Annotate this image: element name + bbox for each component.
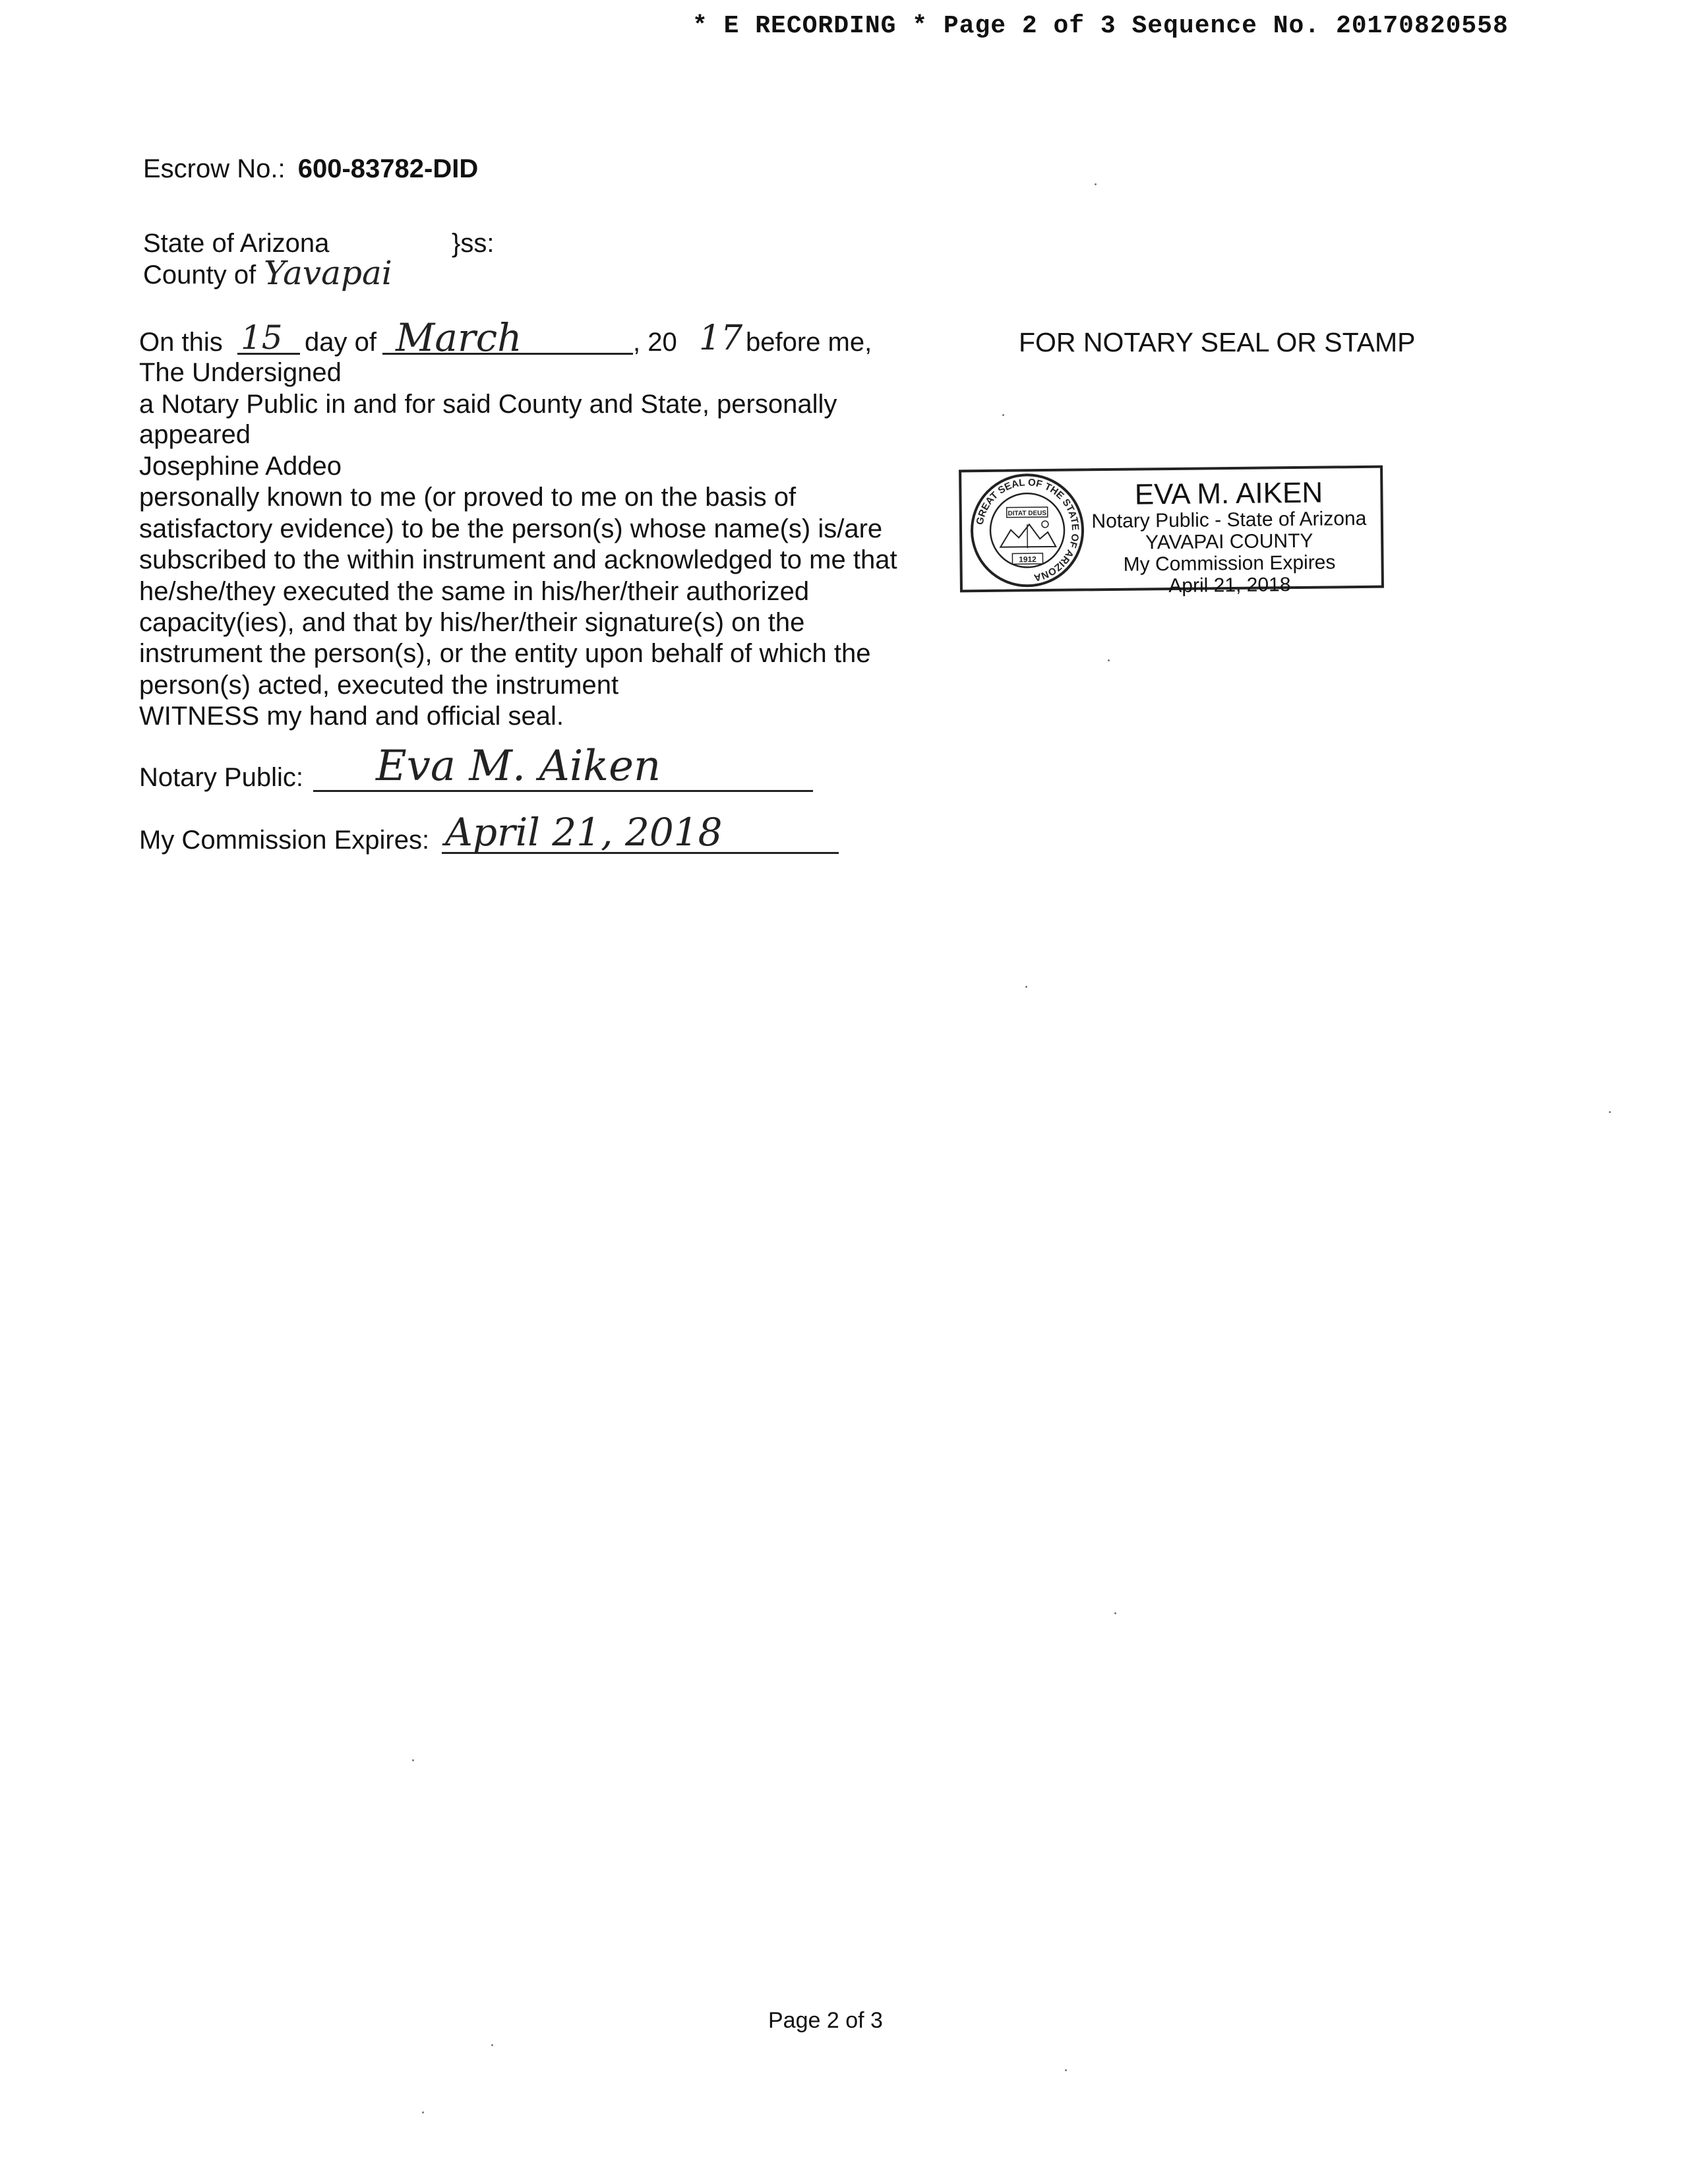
seal-year: 1912: [1019, 555, 1037, 564]
ack-line-12: person(s) acted, executed the instrument: [139, 671, 619, 700]
seal-heading: FOR NOTARY SEAL OR STAMP: [1019, 327, 1416, 357]
day-of-label: day of: [305, 328, 377, 357]
notary-signature: Eva M. Aiken: [376, 742, 661, 791]
year-handwritten: 17: [699, 318, 743, 358]
ack-line-7: satisfactory evidence) to be the person(s) whose name(s) is/are: [139, 514, 883, 543]
county-handwritten: Yavapai: [264, 254, 392, 292]
notary-public-label: Notary Public:: [139, 763, 303, 792]
escrow-label: Escrow No.:: [143, 154, 286, 183]
recording-header: * E RECORDING * Page 2 of 3 Sequence No. 20170820558: [692, 12, 1509, 40]
scan-speck: [1095, 183, 1097, 185]
ack-line-8: subscribed to the within instrument and acknowledged to me that: [139, 545, 897, 574]
scan-speck: [1025, 986, 1027, 988]
scan-speck: [1002, 414, 1004, 416]
arizona-seal-icon: [965, 468, 1089, 592]
ack-line-10: capacity(ies), and that by his/her/their signature(s) on the: [139, 608, 805, 637]
on-this-label: On this: [139, 328, 223, 357]
seal-motto: DITAT DEUS: [1008, 509, 1047, 518]
stamp-line-3: My Commission Expires: [1123, 551, 1336, 576]
day-handwritten: 15: [241, 318, 283, 357]
scan-speck: [412, 1759, 414, 1761]
stamp-line-2: YAVAPAI COUNTY: [1145, 530, 1313, 554]
state-line: State of Arizona: [143, 229, 330, 258]
scan-speck: [422, 2111, 424, 2113]
seal-ring-text: GREAT SEAL OF THE STATE OF ARIZONA: [974, 477, 1081, 584]
ack-line-4: appeared: [139, 420, 251, 449]
scan-speck: [1114, 1612, 1116, 1614]
stamp-notary-name: EVA M. AIKEN: [1134, 476, 1323, 511]
ack-line-9: he/she/they executed the same in his/her/their authorized: [139, 577, 810, 606]
ack-line-11: instrument the person(s), or the entity upon behalf of which the: [139, 639, 871, 668]
commission-expires-underline: [442, 852, 839, 854]
ack-line-2: The Undersigned: [139, 358, 342, 387]
notary-signature-underline: [313, 790, 813, 792]
day-underline: [237, 353, 300, 355]
scan-speck: [1065, 2069, 1067, 2071]
stamp-text-block: [1090, 477, 1368, 597]
scan-speck: [1108, 659, 1110, 661]
ss-mark: }ss:: [452, 229, 495, 258]
ack-line-5: Josephine Addeo: [139, 452, 342, 481]
scan-speck: [1609, 1111, 1611, 1113]
stamp-line-4: April 21, 2018: [1168, 574, 1291, 597]
month-underline: [382, 353, 633, 355]
ack-line-3: a Notary Public in and for said County and State, personally: [139, 390, 837, 419]
escrow-line: [143, 153, 478, 185]
notary-stamp: [959, 466, 1384, 597]
year-prefix: , 20: [633, 328, 677, 357]
before-me-label: before me,: [746, 328, 872, 357]
month-handwritten: March: [396, 315, 522, 360]
page-footer: Page 2 of 3: [768, 2008, 883, 2033]
commission-expires-handwritten: April 21, 2018: [445, 810, 723, 855]
scan-speck: [491, 2044, 493, 2046]
stamp-line-1: Notary Public - State of Arizona: [1091, 507, 1367, 533]
ack-line-6: personally known to me (or proved to me on the basis of: [139, 483, 797, 512]
ack-line-13: WITNESS my hand and official seal.: [139, 702, 564, 731]
escrow-number: 600-83782-DID: [297, 154, 479, 183]
commission-expires-label: My Commission Expires:: [139, 826, 430, 855]
county-label: County of: [143, 260, 256, 289]
